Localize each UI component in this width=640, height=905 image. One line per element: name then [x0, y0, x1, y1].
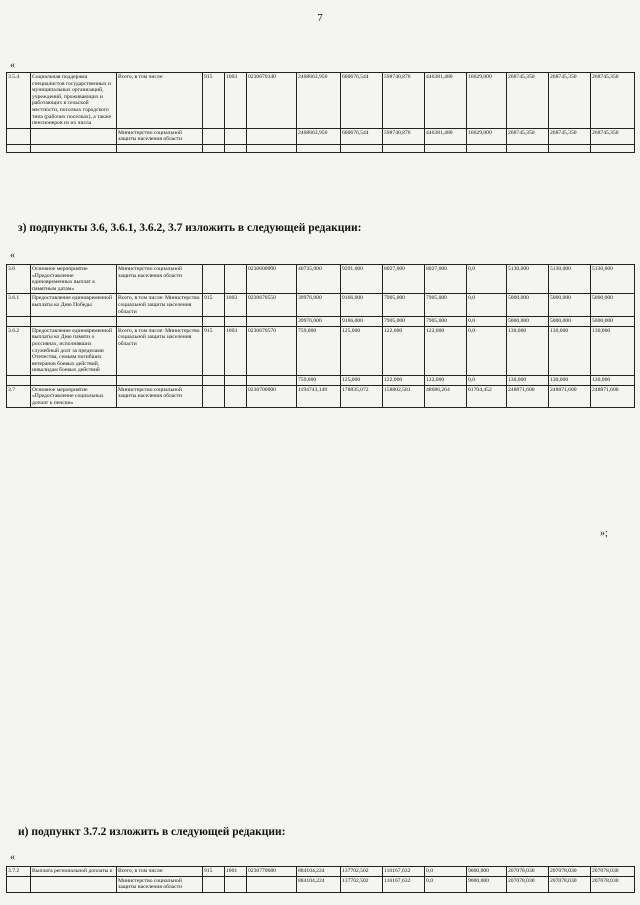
quote-mark-open: «	[10, 60, 15, 71]
cell-2018	[507, 144, 549, 152]
cell-2016: 122,000	[425, 375, 467, 385]
cell-2017: 61704,452	[467, 385, 507, 408]
cell-name: Социальная поддержка специалистов государственных и муниципальных организаций, учреждений, проживающих и работающих в сельской местности, поселках городского типа (рабочих поселках), а также пенсионеров из их числа	[31, 73, 117, 129]
cell-2015: 158802,581	[383, 385, 425, 408]
end-mark: »;	[600, 528, 608, 539]
cell-2020: 268745,350	[591, 73, 635, 129]
cell-2014: 178835,072	[341, 385, 383, 408]
cell-csr	[247, 128, 297, 144]
cell-grbs: 915	[203, 294, 225, 317]
cell-grbs	[203, 265, 225, 294]
cell-2019: 5130,000	[549, 265, 591, 294]
cell-2015: 8027,000	[383, 265, 425, 294]
cell-2019: 268745,350	[549, 73, 591, 129]
cell-total: 1194743,149	[297, 385, 341, 408]
cell-number	[7, 144, 31, 152]
cell-2018: 5130,000	[507, 265, 549, 294]
cell-grbs: 915	[203, 326, 225, 375]
cell-2019: 207078,030	[549, 867, 591, 877]
table-row	[7, 265, 635, 294]
table-row	[7, 144, 635, 152]
cell-total: 2468663,950	[297, 128, 341, 144]
cell-2018: 207078,030	[507, 876, 549, 892]
cell-2018: 130,000	[507, 375, 549, 385]
cell-2019: 5000,000	[549, 294, 591, 317]
cell-2015: 598740,876	[383, 128, 425, 144]
cell-2019: 207078,030	[549, 876, 591, 892]
cell-total: 40735,000	[297, 265, 341, 294]
table-3-6-3-7	[6, 264, 635, 408]
table-row	[7, 375, 635, 385]
cell-2014: 600676,544	[341, 128, 383, 144]
cell-2015: 116167,632	[383, 867, 425, 877]
quote-mark-open: «	[10, 250, 15, 261]
cell-grbs	[203, 375, 225, 385]
cell-grbs	[203, 876, 225, 892]
cell-2014: 137702,502	[341, 876, 383, 892]
cell-number	[7, 876, 31, 892]
cell-2015: 116167,632	[383, 876, 425, 892]
cell-total: 39976,000	[297, 317, 341, 327]
cell-grbs: 915	[203, 73, 225, 129]
cell-csr	[247, 876, 297, 892]
table-row	[7, 317, 635, 327]
cell-2014: 600676,544	[341, 73, 383, 129]
cell-csr	[247, 144, 297, 152]
cell-2015	[383, 144, 425, 152]
cell-name: Выплата региональной доплаты к	[31, 867, 117, 877]
cell-2020: 5000,000	[591, 317, 635, 327]
cell-total: 884104,224	[297, 876, 341, 892]
cell-number: 3.6.1	[7, 294, 31, 317]
cell-executor: Всего, в том числе: Министерство социальной защиты населения области	[117, 294, 203, 317]
cell-2015: 7905,000	[383, 294, 425, 317]
table-row	[7, 867, 635, 877]
heading-i: и) подпункт 3.7.2 изложить в следующей редакции:	[18, 826, 286, 838]
cell-rzpr	[225, 144, 247, 152]
cell-2018: 5000,000	[507, 294, 549, 317]
cell-2014	[341, 144, 383, 152]
table-row	[7, 128, 635, 144]
cell-2018: 268745,350	[507, 73, 549, 129]
cell-2018: 207078,030	[507, 867, 549, 877]
cell-number: 3.7	[7, 385, 31, 408]
cell-2020: 268745,350	[591, 128, 635, 144]
cell-2017: 16629,000	[467, 73, 507, 129]
cell-number	[7, 375, 31, 385]
cell-executor	[117, 375, 203, 385]
cell-name: Основное мероприятие «Предоставление единовременных выплат к памятным датам»	[31, 265, 117, 294]
cell-2015: 7905,000	[383, 317, 425, 327]
cell-2016: 7905,000	[425, 294, 467, 317]
cell-2017: 0,0	[467, 326, 507, 375]
cell-number: 3.6.2	[7, 326, 31, 375]
cell-number	[7, 317, 31, 327]
heading-z: з) подпункты 3.6, 3.6.1, 3.6.2, 3.7 изложить в следующей редакции:	[18, 222, 362, 234]
cell-name: Основное мероприятие «Предоставление социальных доплат к пенсии»	[31, 385, 117, 408]
cell-2014: 125,000	[341, 326, 383, 375]
cell-2018: 130,000	[507, 326, 549, 375]
cell-grbs	[203, 385, 225, 408]
cell-executor: Всего, в том числе:	[117, 867, 203, 877]
cell-csr	[247, 317, 297, 327]
cell-grbs	[203, 317, 225, 327]
cell-rzpr: 1003	[225, 326, 247, 375]
cell-2017: 16629,000	[467, 128, 507, 144]
cell-2020: 207078,030	[591, 867, 635, 877]
cell-2014: 9166,000	[341, 294, 383, 317]
cell-2017: 0,0	[467, 265, 507, 294]
cell-executor	[117, 317, 203, 327]
cell-total	[297, 144, 341, 152]
cell-total: 759,000	[297, 375, 341, 385]
cell-csr: 0230600000	[247, 265, 297, 294]
quote-mark-open: «	[10, 852, 15, 863]
cell-2019: 130,000	[549, 326, 591, 375]
cell-name: Предоставление единовременной выплаты ко Дню памяти о россиянах, исполнявших служебный долг за пределами Отечества, семьям погибших ветеранов боевых действий, инвалидам боевых действий	[31, 326, 117, 375]
cell-2014: 137702,502	[341, 867, 383, 877]
cell-2017	[467, 144, 507, 152]
cell-2014: 125,000	[341, 375, 383, 385]
table-body	[7, 73, 635, 153]
cell-2016: 8027,000	[425, 265, 467, 294]
table-row	[7, 385, 635, 408]
cell-2015: 598740,876	[383, 73, 425, 129]
page-number: 7	[317, 12, 323, 24]
cell-executor: Министерство социальной защиты населения области	[117, 385, 203, 408]
cell-2019: 248871,600	[549, 385, 591, 408]
cell-2016: 446381,480	[425, 128, 467, 144]
cell-2020: 130,000	[591, 375, 635, 385]
table-row	[7, 73, 635, 129]
table-row	[7, 326, 635, 375]
cell-2017: 0,0	[467, 317, 507, 327]
cell-2015: 122,000	[383, 326, 425, 375]
table-row	[7, 876, 635, 892]
cell-2016: 0,0	[425, 867, 467, 877]
table-body	[7, 265, 635, 408]
table-3-7-2	[6, 866, 635, 893]
cell-rzpr: 1003	[225, 294, 247, 317]
cell-name	[31, 375, 117, 385]
cell-number: 3.5.4	[7, 73, 31, 129]
cell-2018: 268745,350	[507, 128, 549, 144]
cell-2019: 5000,000	[549, 317, 591, 327]
cell-2016: 48686,264	[425, 385, 467, 408]
cell-2019: 130,000	[549, 375, 591, 385]
cell-executor: Министерство социальной защиты населения области	[117, 265, 203, 294]
cell-number: 3.6	[7, 265, 31, 294]
cell-csr	[247, 375, 297, 385]
cell-2017: 0,0	[467, 294, 507, 317]
cell-csr: 0230700000	[247, 385, 297, 408]
cell-2015: 122,000	[383, 375, 425, 385]
cell-number: 3.7.2	[7, 867, 31, 877]
cell-name	[31, 128, 117, 144]
cell-rzpr	[225, 265, 247, 294]
cell-executor: Министерство социальной защиты населения области	[117, 128, 203, 144]
cell-total: 39976,000	[297, 294, 341, 317]
table-row	[7, 294, 635, 317]
cell-2019: 268745,350	[549, 128, 591, 144]
cell-grbs: 915	[203, 867, 225, 877]
cell-2020: 5130,000	[591, 265, 635, 294]
cell-number	[7, 128, 31, 144]
cell-2020: 130,000	[591, 326, 635, 375]
cell-2018: 5000,000	[507, 317, 549, 327]
cell-2016: 0,0	[425, 876, 467, 892]
table-body	[7, 867, 635, 893]
cell-rzpr	[225, 876, 247, 892]
cell-name: Предоставление единовременной выплаты ко Дню Победы	[31, 294, 117, 317]
cell-total: 884104,224	[297, 867, 341, 877]
cell-rzpr: 1001	[225, 867, 247, 877]
cell-2016: 446381,480	[425, 73, 467, 129]
cell-executor: Всего, в том числе:	[117, 73, 203, 129]
cell-name	[31, 144, 117, 152]
cell-total: 2468663,950	[297, 73, 341, 129]
cell-2017: 9000,000	[467, 867, 507, 877]
cell-csr: 0230670550	[247, 294, 297, 317]
cell-2014: 9166,000	[341, 317, 383, 327]
cell-executor	[117, 144, 203, 152]
cell-2019	[549, 144, 591, 152]
cell-total: 759,000	[297, 326, 341, 375]
cell-2020: 207078,030	[591, 876, 635, 892]
cell-2018: 248871,600	[507, 385, 549, 408]
cell-2017: 0,0	[467, 375, 507, 385]
table-3-5-4	[6, 72, 635, 153]
cell-executor: Министерство социальной защиты населения области	[117, 876, 203, 892]
cell-2020: 5000,000	[591, 294, 635, 317]
cell-grbs	[203, 144, 225, 152]
cell-grbs	[203, 128, 225, 144]
cell-executor: Всего, в том числе: Министерство социальной защиты населения области	[117, 326, 203, 375]
cell-2016: 7905,000	[425, 317, 467, 327]
cell-2014: 9291,000	[341, 265, 383, 294]
cell-csr: 0230770680	[247, 867, 297, 877]
cell-2020: 248871,600	[591, 385, 635, 408]
cell-csr: 0230670570	[247, 326, 297, 375]
cell-2017: 9000,000	[467, 876, 507, 892]
cell-rzpr	[225, 128, 247, 144]
cell-rzpr	[225, 317, 247, 327]
cell-rzpr	[225, 375, 247, 385]
cell-name	[31, 317, 117, 327]
cell-rzpr	[225, 385, 247, 408]
cell-csr: 0230670340	[247, 73, 297, 129]
cell-rzpr: 1003	[225, 73, 247, 129]
cell-2020	[591, 144, 635, 152]
cell-2016	[425, 144, 467, 152]
cell-name	[31, 876, 117, 892]
cell-2016: 122,000	[425, 326, 467, 375]
